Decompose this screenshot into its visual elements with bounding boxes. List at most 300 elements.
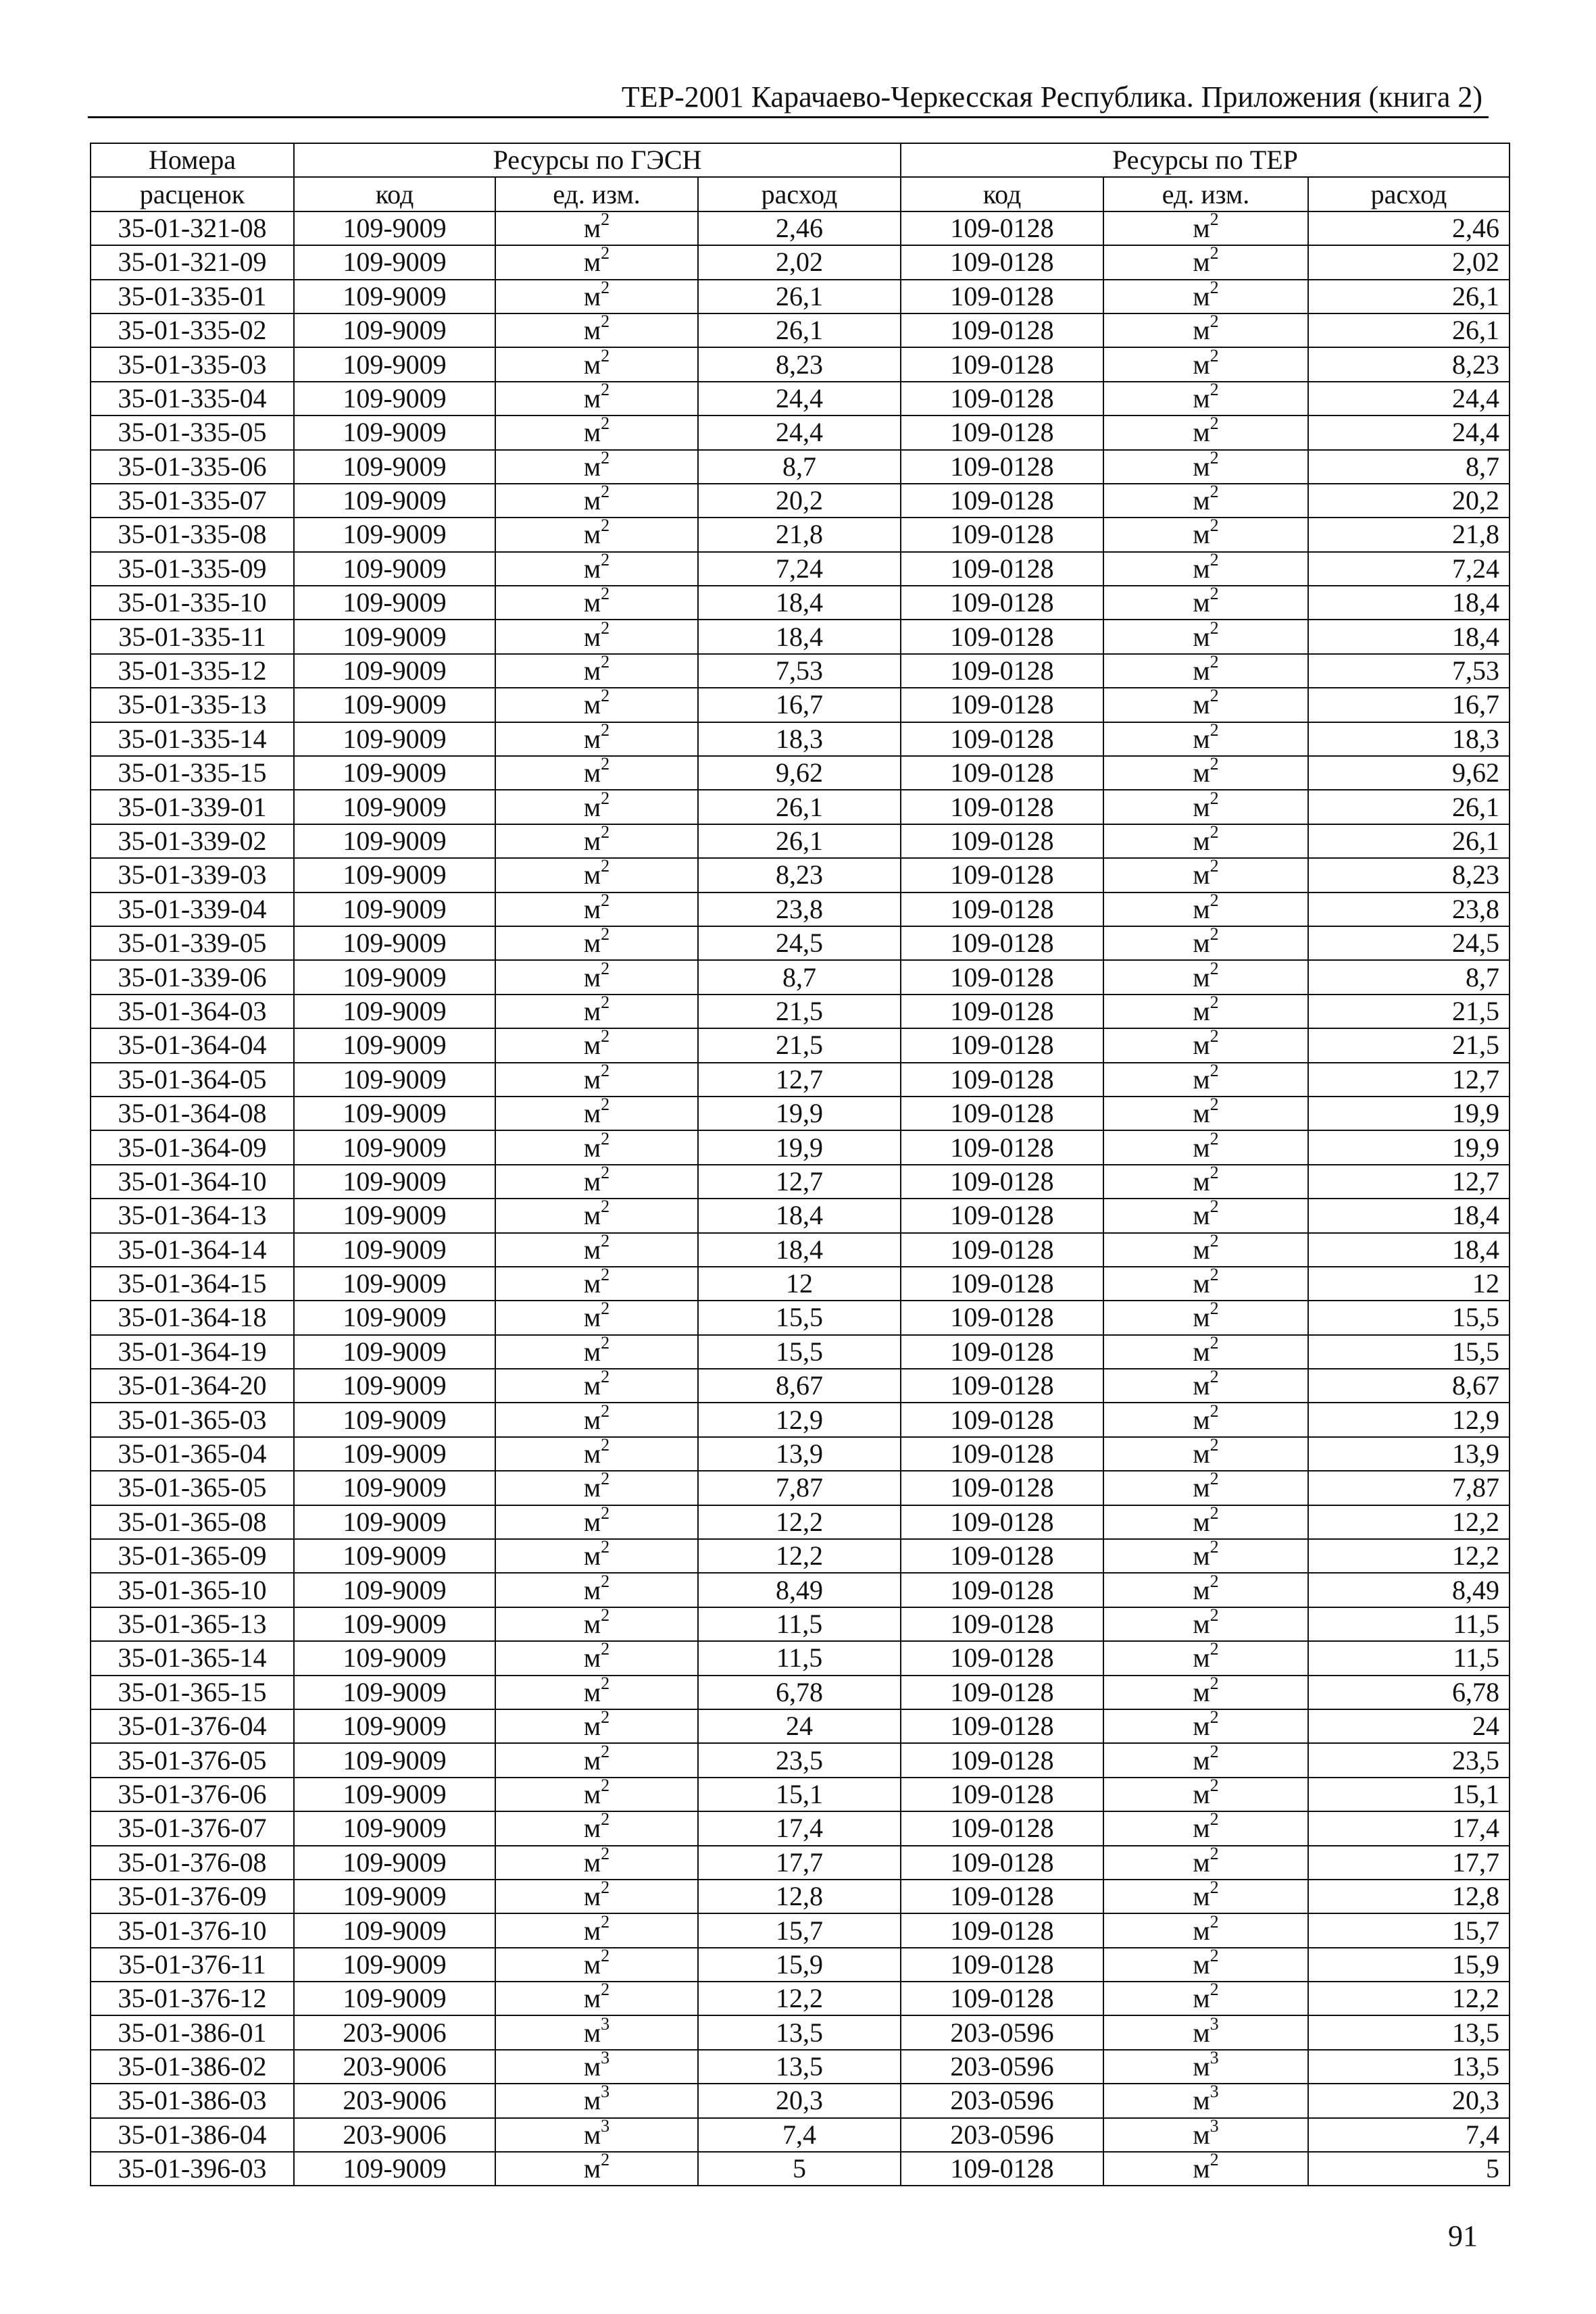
unit-base: м [1193, 1098, 1210, 1129]
table-row [91, 620, 1510, 653]
table-row [91, 2152, 1510, 2186]
gesn-unit-cell [495, 1369, 698, 1403]
table-row [91, 313, 1510, 347]
unit-exponent: 2 [1210, 1130, 1219, 1149]
rate-number-cell: 35-01-335-15 [91, 756, 294, 790]
gesn-unit-cell [495, 2050, 698, 2084]
gesn-unit-cell [495, 654, 698, 688]
table-row [91, 2050, 1510, 2084]
gesn-code-cell: 109-9009 [294, 484, 495, 518]
rate-number-cell: 35-01-376-09 [91, 1880, 294, 1913]
unit-base: м [583, 2153, 601, 2184]
unit-exponent: 2 [1210, 449, 1219, 468]
unit-exponent: 2 [1210, 1573, 1219, 1591]
unit-base: м [1193, 928, 1210, 959]
ter-code-cell: 109-0128 [901, 1335, 1103, 1369]
ter-consumption-cell: 18,4 [1308, 1233, 1510, 1267]
unit-exponent: 2 [601, 960, 610, 978]
unit-base: м [583, 893, 601, 924]
unit-base: м [583, 1608, 601, 1639]
ter-consumption-cell: 18,4 [1308, 1199, 1510, 1232]
unit-exponent: 2 [1210, 551, 1219, 570]
unit-exponent: 2 [601, 211, 610, 229]
unit-base: м [1193, 2119, 1210, 2150]
gesn-code-cell: 109-9009 [294, 347, 495, 381]
ter-unit-cell [1103, 722, 1308, 756]
gesn-consumption-cell: 20,3 [698, 2084, 901, 2117]
ter-unit-cell [1103, 382, 1308, 416]
unit-exponent: 2 [601, 1301, 610, 1319]
rate-number-cell: 35-01-376-07 [91, 1811, 294, 1845]
unit-base: м [583, 1506, 601, 1537]
ter-unit-cell [1103, 926, 1308, 960]
ter-unit-cell [1103, 347, 1308, 381]
ter-unit-cell [1103, 1913, 1308, 1947]
unit-base: м [1193, 519, 1210, 550]
gesn-consumption-cell: 15,1 [698, 1778, 901, 1811]
header-rule [88, 116, 1489, 118]
unit-base: м [583, 247, 601, 278]
ter-unit-cell [1103, 2015, 1308, 2049]
col-header-rate-number: Номера [91, 143, 294, 177]
unit-base: м [1193, 2085, 1210, 2116]
ter-unit-cell [1103, 484, 1308, 518]
unit-base: м [583, 587, 601, 618]
gesn-unit-cell [495, 416, 698, 449]
unit-base: м [583, 485, 601, 516]
unit-base: м [1193, 621, 1210, 652]
gesn-consumption-cell: 12,2 [698, 1505, 901, 1539]
ter-code-cell: 109-0128 [901, 1233, 1103, 1267]
table-row [91, 484, 1510, 518]
gesn-consumption-cell: 2,46 [698, 211, 901, 245]
table-row [91, 518, 1510, 551]
gesn-consumption-cell: 26,1 [698, 280, 901, 313]
ter-code-cell: 109-0128 [901, 1471, 1103, 1505]
gesn-consumption-cell: 8,67 [698, 1369, 901, 1403]
gesn-consumption-cell: 13,9 [698, 1437, 901, 1471]
unit-base: м [583, 212, 601, 243]
gesn-code-cell: 203-9006 [294, 2084, 495, 2117]
rate-number-cell: 35-01-376-04 [91, 1709, 294, 1743]
rate-number-cell: 35-01-365-14 [91, 1641, 294, 1675]
rate-number-cell: 35-01-364-10 [91, 1165, 294, 1199]
unit-exponent: 2 [601, 688, 610, 706]
gesn-code-cell: 109-9009 [294, 1811, 495, 1845]
gesn-unit-cell [495, 790, 698, 824]
ter-code-cell: 109-0128 [901, 484, 1103, 518]
col-header-rates: расценок [91, 177, 294, 211]
gesn-unit-cell [495, 1539, 698, 1573]
gesn-unit-cell [495, 2084, 698, 2117]
unit-exponent: 2 [1210, 1232, 1219, 1251]
gesn-unit-cell [495, 2152, 698, 2186]
unit-base: м [583, 723, 601, 754]
gesn-unit-cell [495, 1709, 698, 1743]
gesn-consumption-cell: 18,4 [698, 1233, 901, 1267]
ter-consumption-cell: 12,2 [1308, 1505, 1510, 1539]
gesn-code-cell: 109-9009 [294, 1471, 495, 1505]
ter-code-cell: 109-0128 [901, 1130, 1103, 1164]
ter-unit-cell [1103, 1846, 1308, 1880]
table-row [91, 1778, 1510, 1811]
gesn-unit-cell [495, 1199, 698, 1232]
unit-exponent: 2 [1210, 211, 1219, 229]
unit-base: м [583, 1676, 601, 1707]
ter-code-cell: 109-0128 [901, 347, 1103, 381]
gesn-code-cell: 109-9009 [294, 892, 495, 926]
rate-number-cell: 35-01-386-02 [91, 2050, 294, 2084]
unit-base: м [1193, 961, 1210, 992]
unit-base: м [1193, 1268, 1210, 1299]
ter-consumption-cell: 7,4 [1308, 2118, 1510, 2152]
ter-code-cell: 109-0128 [901, 688, 1103, 722]
gesn-consumption-cell: 23,8 [698, 892, 901, 926]
unit-exponent: 2 [1210, 483, 1219, 501]
rate-number-cell: 35-01-335-02 [91, 313, 294, 347]
table-row [91, 1880, 1510, 1913]
unit-base: м [583, 859, 601, 890]
ter-code-cell: 109-0128 [901, 1948, 1103, 1982]
unit-exponent: 2 [601, 1709, 610, 1727]
ter-consumption-cell: 15,7 [1308, 1913, 1510, 1947]
unit-exponent: 3 [601, 2049, 610, 2067]
ter-consumption-cell: 20,3 [1308, 2084, 1510, 2117]
gesn-code-cell: 109-9009 [294, 1063, 495, 1097]
ter-unit-cell [1103, 1233, 1308, 1267]
ter-unit-cell [1103, 2084, 1308, 2117]
gesn-unit-cell [495, 1063, 698, 1097]
ter-consumption-cell: 8,49 [1308, 1573, 1510, 1607]
gesn-code-cell: 203-9006 [294, 2050, 495, 2084]
gesn-consumption-cell: 26,1 [698, 824, 901, 858]
unit-exponent: 2 [1210, 1369, 1219, 1387]
gesn-code-cell: 109-9009 [294, 1676, 495, 1709]
unit-base: м [583, 1778, 601, 1809]
unit-exponent: 2 [601, 858, 610, 876]
gesn-code-cell: 109-9009 [294, 620, 495, 653]
ter-unit-cell [1103, 518, 1308, 551]
ter-unit-cell [1103, 1743, 1308, 1777]
unit-exponent: 3 [1210, 2117, 1219, 2136]
rate-number-cell: 35-01-386-03 [91, 2084, 294, 2117]
gesn-consumption-cell: 24,4 [698, 416, 901, 449]
unit-base: м [583, 621, 601, 652]
ter-consumption-cell: 8,23 [1308, 347, 1510, 381]
rate-number-cell: 35-01-376-08 [91, 1846, 294, 1880]
table-row [91, 926, 1510, 960]
table-row [91, 1267, 1510, 1301]
gesn-unit-cell [495, 1846, 698, 1880]
unit-exponent: 3 [1210, 2084, 1219, 2102]
unit-exponent: 2 [1210, 892, 1219, 910]
unit-exponent: 2 [601, 586, 610, 604]
col-header-ter-code: код [901, 177, 1103, 211]
rate-number-cell: 35-01-335-05 [91, 416, 294, 449]
gesn-code-cell: 109-9009 [294, 1982, 495, 2015]
unit-exponent: 2 [601, 994, 610, 1012]
unit-exponent: 2 [601, 518, 610, 536]
gesn-code-cell: 109-9009 [294, 654, 495, 688]
ter-code-cell: 109-0128 [901, 1028, 1103, 1062]
unit-base: м [1193, 655, 1210, 686]
unit-base: м [583, 553, 601, 584]
gesn-unit-cell [495, 1301, 698, 1334]
unit-base: м [583, 1404, 601, 1435]
table-row [91, 824, 1510, 858]
unit-exponent: 2 [601, 347, 610, 366]
ter-unit-cell [1103, 1641, 1308, 1675]
gesn-unit-cell [495, 926, 698, 960]
ter-unit-cell [1103, 688, 1308, 722]
gesn-code-cell: 109-9009 [294, 1301, 495, 1334]
ter-code-cell: 109-0128 [901, 995, 1103, 1028]
gesn-consumption-cell: 8,49 [698, 1573, 901, 1607]
unit-base: м [1193, 2153, 1210, 2184]
ter-code-cell: 109-0128 [901, 1743, 1103, 1777]
gesn-code-cell: 109-9009 [294, 245, 495, 279]
ter-unit-cell [1103, 1063, 1308, 1097]
unit-exponent: 2 [601, 1369, 610, 1387]
unit-base: м [1193, 1915, 1210, 1946]
unit-exponent: 2 [601, 1505, 610, 1523]
gesn-consumption-cell: 12 [698, 1267, 901, 1301]
ter-code-cell: 109-0128 [901, 722, 1103, 756]
unit-base: м [583, 1983, 601, 2014]
unit-base: м [583, 349, 601, 380]
unit-base: м [1193, 1063, 1210, 1095]
ter-code-cell: 109-0128 [901, 1301, 1103, 1334]
unit-exponent: 2 [601, 1811, 610, 1830]
ter-consumption-cell: 5 [1308, 2152, 1510, 2186]
table-row [91, 1743, 1510, 1777]
gesn-consumption-cell: 17,7 [698, 1846, 901, 1880]
ter-unit-cell [1103, 2050, 1308, 2084]
unit-exponent: 2 [601, 416, 610, 434]
unit-base: м [583, 1438, 601, 1469]
ter-unit-cell [1103, 450, 1308, 484]
rate-number-cell: 35-01-335-10 [91, 586, 294, 620]
ter-consumption-cell: 2,02 [1308, 245, 1510, 279]
unit-base: м [1193, 382, 1210, 413]
gesn-unit-cell [495, 1913, 698, 1947]
gesn-unit-cell [495, 1641, 698, 1675]
ter-unit-cell [1103, 1948, 1308, 1982]
table-row [91, 1982, 1510, 2015]
ter-code-cell: 109-0128 [901, 2152, 1103, 2186]
unit-exponent: 2 [601, 1879, 610, 1897]
unit-base: м [1193, 1744, 1210, 1776]
ter-code-cell: 109-0128 [901, 1913, 1103, 1947]
gesn-code-cell: 109-9009 [294, 2152, 495, 2186]
unit-exponent: 2 [1210, 1062, 1219, 1080]
table-row [91, 722, 1510, 756]
table-row [91, 1846, 1510, 1880]
unit-base: м [583, 1744, 601, 1776]
table-row [91, 960, 1510, 994]
unit-exponent: 2 [1210, 756, 1219, 774]
table-row [91, 892, 1510, 926]
ter-unit-cell [1103, 1199, 1308, 1232]
gesn-code-cell: 109-9009 [294, 416, 495, 449]
gesn-code-cell: 109-9009 [294, 1880, 495, 1913]
ter-code-cell: 203-0596 [901, 2118, 1103, 2152]
ter-consumption-cell: 21,5 [1308, 1028, 1510, 1062]
unit-exponent: 2 [601, 245, 610, 263]
gesn-consumption-cell: 9,62 [698, 756, 901, 790]
gesn-unit-cell [495, 824, 698, 858]
ter-consumption-cell: 7,87 [1308, 1471, 1510, 1505]
unit-exponent: 2 [1210, 279, 1219, 297]
gesn-unit-cell [495, 892, 698, 926]
unit-exponent: 2 [601, 1777, 610, 1795]
unit-base: м [1193, 1574, 1210, 1605]
unit-exponent: 2 [601, 483, 610, 501]
rate-number-cell: 35-01-365-08 [91, 1505, 294, 1539]
gesn-consumption-cell: 15,5 [698, 1335, 901, 1369]
unit-base: м [583, 1846, 601, 1878]
ter-consumption-cell: 8,23 [1308, 858, 1510, 892]
ter-unit-cell [1103, 1097, 1308, 1130]
table-row [91, 1573, 1510, 1607]
rate-number-cell: 35-01-335-06 [91, 450, 294, 484]
gesn-consumption-cell: 21,8 [698, 518, 901, 551]
page-number: 91 [1448, 2219, 1478, 2253]
ter-unit-cell [1103, 1778, 1308, 1811]
gesn-code-cell: 109-9009 [294, 1505, 495, 1539]
unit-base: м [583, 1200, 601, 1231]
gesn-code-cell: 109-9009 [294, 1403, 495, 1436]
ter-unit-cell [1103, 211, 1308, 245]
running-header: ТЕР-2001 Карачаево-Черкесская Республика. Приложения (книга 2) [621, 80, 1482, 114]
rate-number-cell: 35-01-365-03 [91, 1403, 294, 1436]
ter-code-cell: 109-0128 [901, 552, 1103, 586]
rate-number-cell: 35-01-376-11 [91, 1948, 294, 1982]
unit-exponent: 2 [601, 1539, 610, 1557]
unit-exponent: 2 [1210, 245, 1219, 263]
ter-code-cell: 203-0596 [901, 2015, 1103, 2049]
unit-exponent: 3 [1210, 2049, 1219, 2067]
rate-number-cell: 35-01-364-13 [91, 1199, 294, 1232]
table-row [91, 1471, 1510, 1505]
gesn-code-cell: 109-9009 [294, 1335, 495, 1369]
unit-base: м [1193, 2051, 1210, 2082]
unit-base: м [1193, 349, 1210, 380]
rate-number-cell: 35-01-386-04 [91, 2118, 294, 2152]
ter-consumption-cell: 2,46 [1308, 211, 1510, 245]
unit-base: м [583, 1948, 601, 1980]
rate-number-cell: 35-01-339-01 [91, 790, 294, 824]
rate-number-cell: 35-01-335-01 [91, 280, 294, 313]
gesn-unit-cell [495, 586, 698, 620]
unit-base: м [583, 2017, 601, 2048]
ter-code-cell: 109-0128 [901, 1676, 1103, 1709]
table-row [91, 2015, 1510, 2049]
table-row [91, 280, 1510, 313]
ter-code-cell: 109-0128 [901, 1437, 1103, 1471]
table-row [91, 586, 1510, 620]
unit-base: м [1193, 1165, 1210, 1197]
col-header-gesn-unit: ед. изм. [495, 177, 698, 211]
ter-code-cell: 109-0128 [901, 1403, 1103, 1436]
gesn-unit-cell [495, 688, 698, 722]
ter-code-cell: 109-0128 [901, 1607, 1103, 1641]
unit-exponent: 2 [1210, 994, 1219, 1012]
unit-exponent: 2 [601, 824, 610, 842]
ter-consumption-cell: 11,5 [1308, 1607, 1510, 1641]
unit-base: м [583, 655, 601, 686]
rate-number-cell: 35-01-365-09 [91, 1539, 294, 1573]
table-row [91, 1913, 1510, 1947]
ter-consumption-cell: 18,4 [1308, 620, 1510, 653]
unit-base: м [583, 2119, 601, 2150]
gesn-unit-cell [495, 1607, 698, 1641]
ter-consumption-cell: 23,8 [1308, 892, 1510, 926]
table-row [91, 1165, 1510, 1199]
unit-base: м [1193, 1438, 1210, 1469]
rate-number-cell: 35-01-364-09 [91, 1130, 294, 1164]
gesn-consumption-cell: 8,23 [698, 347, 901, 381]
unit-base: м [1193, 553, 1210, 584]
gesn-code-cell: 109-9009 [294, 211, 495, 245]
ter-unit-cell [1103, 1539, 1308, 1573]
gesn-unit-cell [495, 1948, 698, 1982]
gesn-consumption-cell: 16,7 [698, 688, 901, 722]
unit-exponent: 2 [601, 756, 610, 774]
gesn-code-cell: 109-9009 [294, 756, 495, 790]
ter-code-cell: 109-0128 [901, 620, 1103, 653]
ter-unit-cell [1103, 586, 1308, 620]
gesn-unit-cell [495, 1880, 698, 1913]
gesn-unit-cell [495, 722, 698, 756]
unit-exponent: 2 [601, 381, 610, 399]
ter-unit-cell [1103, 1982, 1308, 2015]
gesn-unit-cell [495, 1335, 698, 1369]
unit-exponent: 2 [601, 1982, 610, 2000]
rate-number-cell: 35-01-376-10 [91, 1913, 294, 1947]
ter-consumption-cell: 18,4 [1308, 586, 1510, 620]
gesn-consumption-cell: 2,02 [698, 245, 901, 279]
unit-base: м [1193, 859, 1210, 890]
ter-consumption-cell: 16,7 [1308, 688, 1510, 722]
unit-exponent: 2 [1210, 620, 1219, 638]
unit-exponent: 3 [1210, 2015, 1219, 2034]
gesn-code-cell: 109-9009 [294, 1846, 495, 1880]
ter-unit-cell [1103, 1505, 1308, 1539]
rate-number-cell: 35-01-335-07 [91, 484, 294, 518]
unit-base: м [583, 1165, 601, 1197]
unit-base: м [583, 280, 601, 311]
unit-exponent: 2 [601, 1471, 610, 1489]
gesn-code-cell: 109-9009 [294, 960, 495, 994]
ter-consumption-cell: 6,78 [1308, 1676, 1510, 1709]
ter-code-cell: 109-0128 [901, 790, 1103, 824]
ter-unit-cell [1103, 892, 1308, 926]
ter-unit-cell [1103, 1573, 1308, 1607]
unit-exponent: 2 [601, 1947, 610, 1965]
table-row [91, 1063, 1510, 1097]
ter-code-cell: 109-0128 [901, 280, 1103, 313]
unit-exponent: 2 [601, 1062, 610, 1080]
rate-number-cell: 35-01-335-12 [91, 654, 294, 688]
gesn-unit-cell [495, 858, 698, 892]
ter-consumption-cell: 20,2 [1308, 484, 1510, 518]
ter-consumption-cell: 24,4 [1308, 416, 1510, 449]
ter-unit-cell [1103, 1130, 1308, 1164]
unit-base: м [1193, 1506, 1210, 1537]
unit-base: м [1193, 723, 1210, 754]
gesn-consumption-cell: 5 [698, 2152, 901, 2186]
